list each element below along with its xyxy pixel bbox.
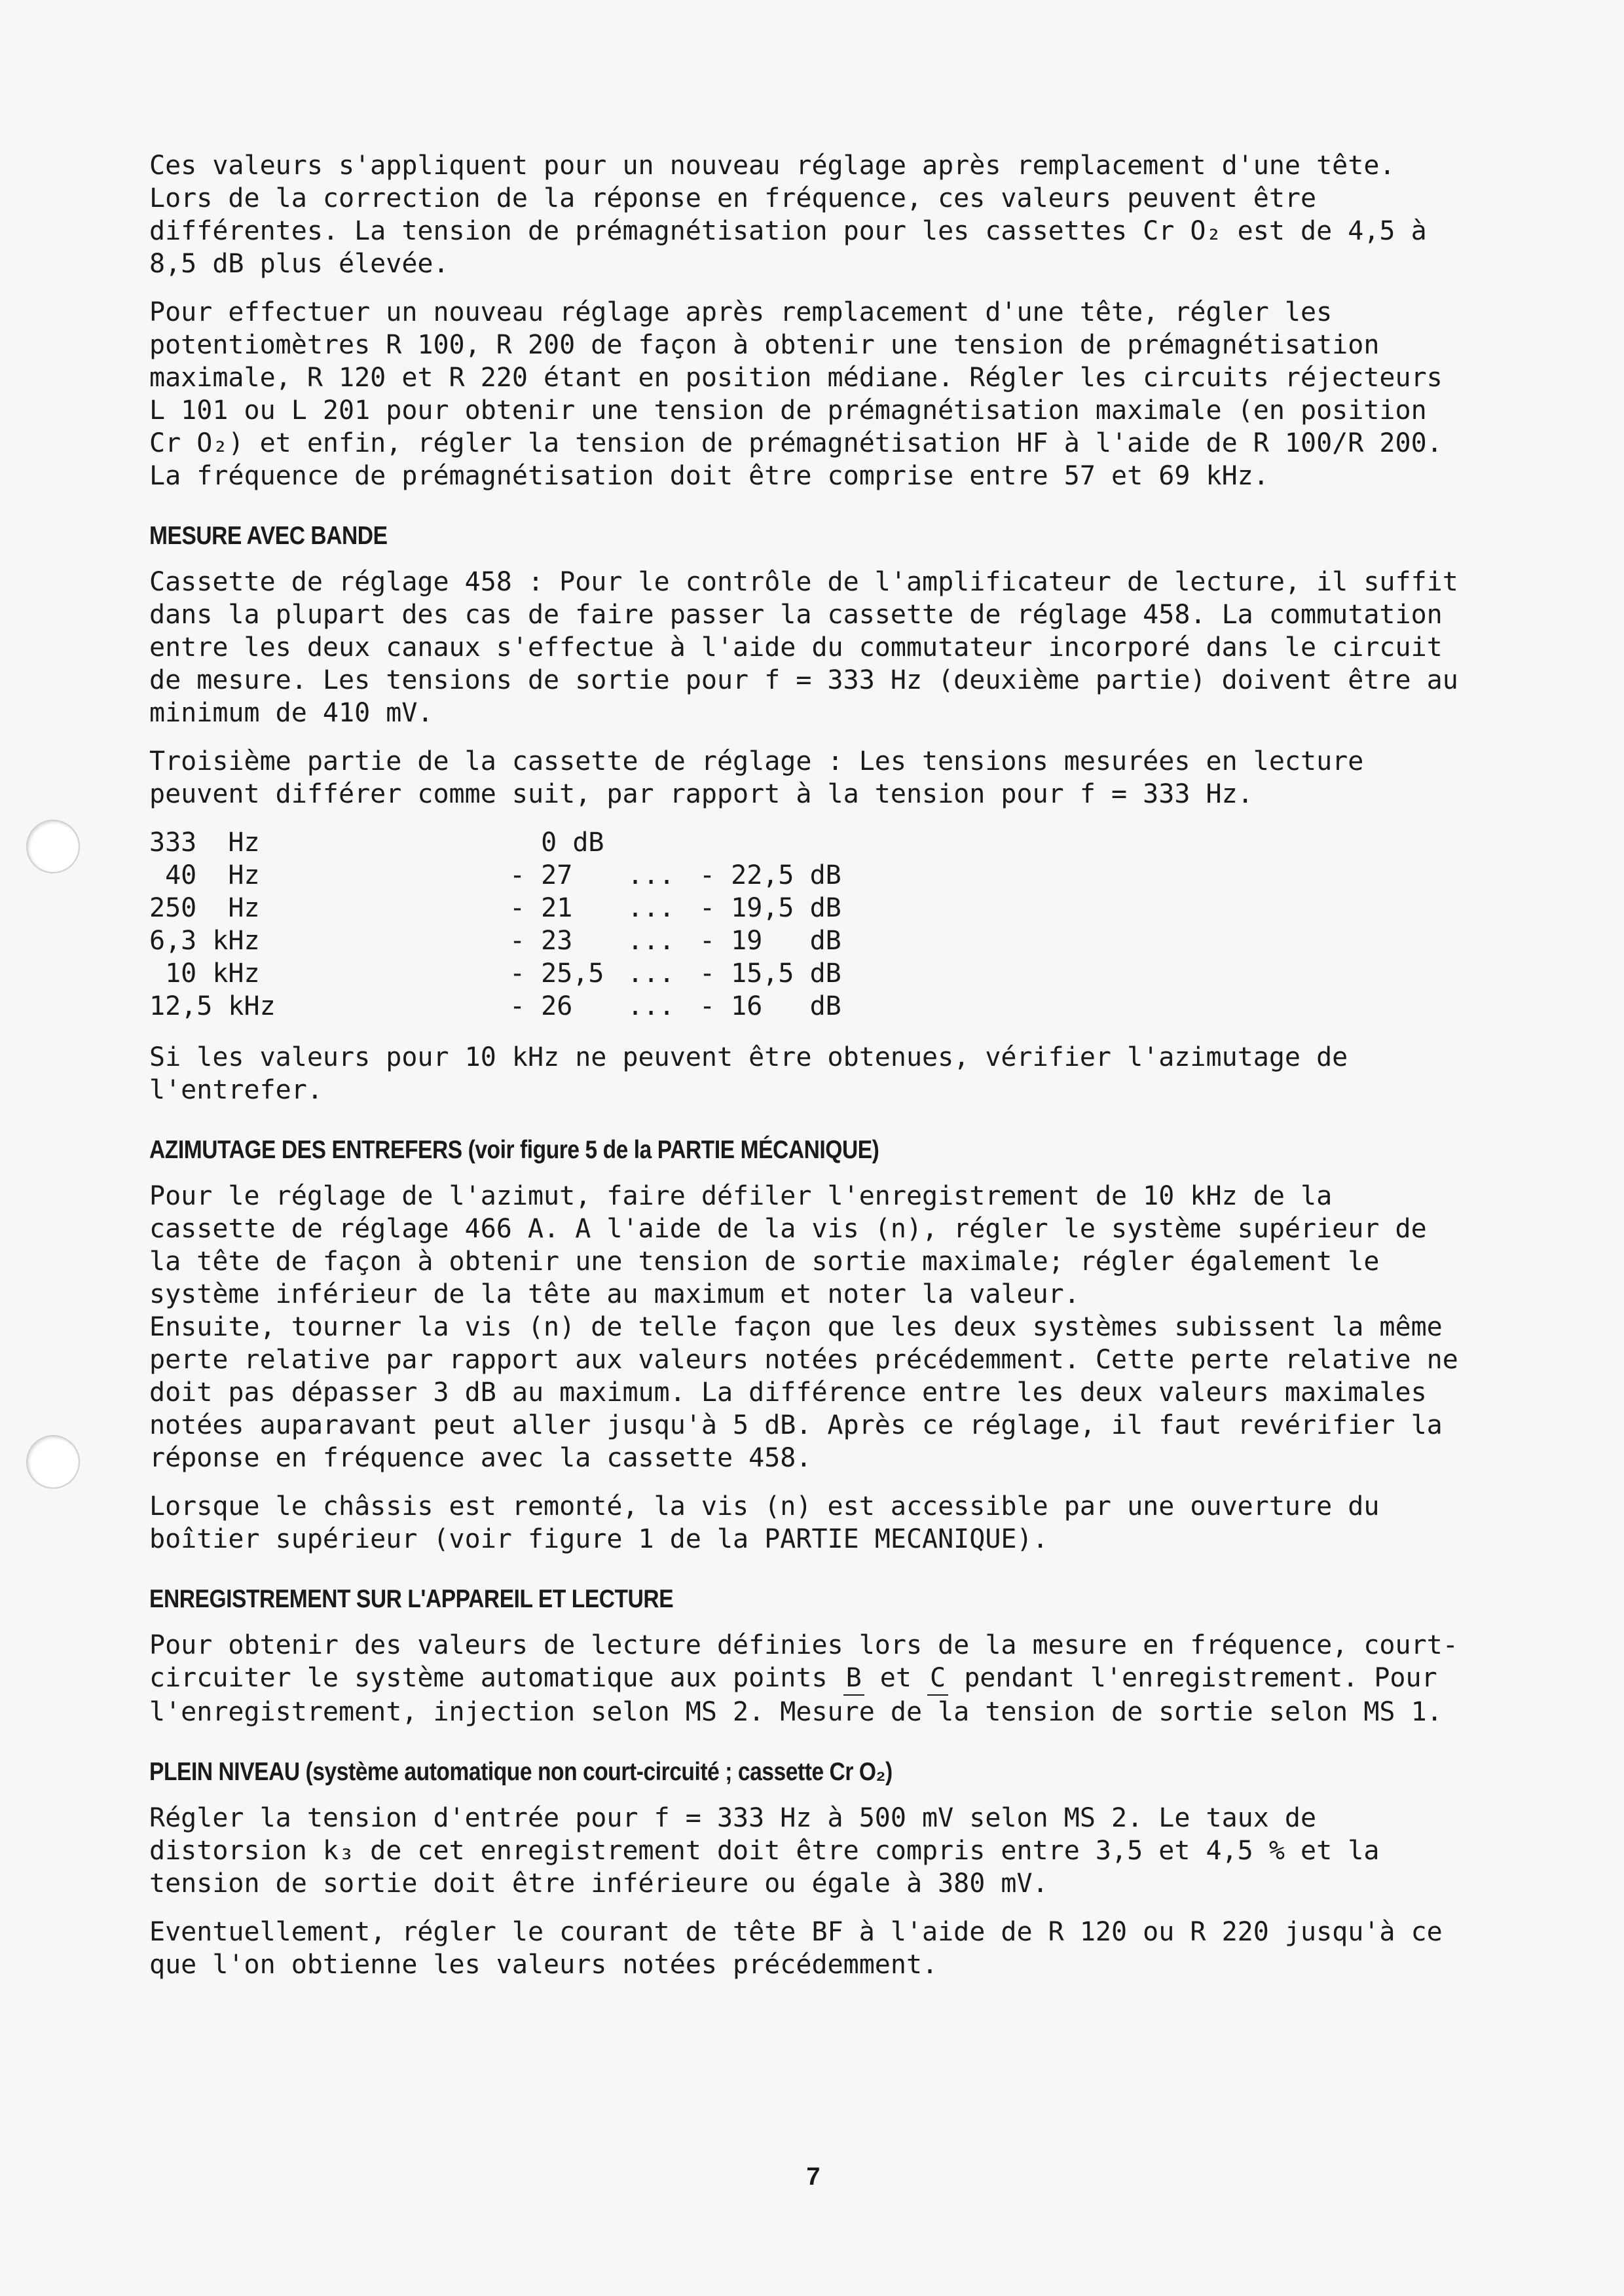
frequency-cell-sep: ... (627, 926, 675, 956)
paragraph-ensuite: Ensuite, tourner la vis (n) de telle façon que les deux systèmes subissent la même perte relative par rapport aux valeurs notées précédemment. Cette perte relative ne doit pas dépasser 3 dB au maximum. La différence entre les deux valeurs maximales notées auparavant peut aller jusqu'à 5 dB. Après ce réglage, il faut revérifier la réponse en fréquence avec la cassette 458. (149, 1312, 1474, 1473)
paragraph-cassette-458: Cassette de réglage 458 : Pour le contrôle de l'amplificateur de lecture, il suffit dans la plupart des cas de faire passer la cassette de réglage 458. La commutation entre les deux canaux s'effectue à l'aide du commutateur incorporé dans le circuit de mesure. Les tensions de sortie pour f = 333 Hz (deuxième partie) doivent être au minimum de 410 mV. (149, 567, 1474, 728)
frequency-cell-sep: ... (627, 991, 675, 1021)
paragraph-reglage: Pour effectuer un nouveau réglage après remplacement d'une tête, régler les potentiomètres R 100, R 200 de façon à obtenir une tension de prémagnétisation maximale, R 120 et R 220 étant en position médiane. Régler les circuits réjecteurs L 101 ou L 201 pour obtenir une tension de prémagnétisation maximale (en position Cr O₂) et enfin, régler la tension de prémagnétisation HF à l'aide de R 100/R 200. La fréquence de prémagnétisation doit être comprise entre 57 et 69 kHz. (149, 297, 1458, 491)
frequency-row (149, 892, 850, 924)
frequency-cell-freq: 12,5 kHz (149, 991, 276, 1021)
paragraph-eventuellement: Eventuellement, régler le courant de tête BF à l'aide de R 120 ou R 220 jusqu'à ce que l'on obtienne les valeurs notées précédemment. (149, 1917, 1458, 1980)
paragraph-troisieme-partie: Troisième partie de la cassette de réglage : Les tensions mesurées en lecture peuvent différer comme suit, par rapport à la tension pour f = 333 Hz. (149, 746, 1380, 809)
heading-mesure-avec-bande: MESURE AVEC BANDE (149, 522, 388, 550)
frequency-cell-from: - 27 (509, 860, 573, 890)
frequency-row (149, 826, 850, 859)
paragraph-10khz: Si les valeurs pour 10 kHz ne peuvent être obtenues, vérifier l'azimutage de l'entrefer. (149, 1042, 1364, 1105)
punch-hole-top (26, 820, 80, 873)
frequency-cell-to: - 22,5 dB (699, 860, 841, 890)
heading-azimutage: AZIMUTAGE DES ENTREFERS (voir figure 5 de la PARTIE MÉCANIQUE) (149, 1136, 879, 1164)
frequency-cell-freq: 10 kHz (149, 958, 260, 989)
frequency-cell-freq: 333 Hz (149, 828, 260, 858)
point-b-marker: B (843, 1662, 864, 1696)
frequency-cell-from: - 25,5 (509, 958, 604, 989)
frequency-cell-to: - 19 dB (699, 926, 841, 956)
frequency-cell-to (699, 826, 850, 859)
frequency-cell-sep: ... (627, 958, 675, 989)
frequency-cell-freq: 40 Hz (149, 860, 260, 890)
paragraph-intro: Ces valeurs s'appliquent pour un nouveau réglage après remplacement d'une tête. Lors de la correction de la réponse en fréquence, ces valeurs peuvent être différentes. La tension de prémagnétisation pour les cassettes Cr O₂ est de 4,5 à 8,5 dB plus élevée. (149, 151, 1443, 279)
frequency-cell-sep: ... (627, 860, 675, 890)
frequency-row (149, 859, 850, 892)
paragraph-chassis: Lorsque le châssis est remonté, la vis (n) est accessible par une ouverture du boîtier supérieur (voir figure 1 de la PARTIE MECANIQUE). (149, 1491, 1395, 1554)
frequency-row (149, 957, 850, 990)
paragraph-azimut: Pour le réglage de l'azimut, faire défiler l'enregistrement de 10 kHz de la cassette de réglage 466 A. A l'aide de la vis (n), régler le système supérieur de la tête de façon à obtenir une tension de sortie maximale; régler également le système inférieur de la tête au maximum et noter la valeur. (149, 1181, 1443, 1309)
frequency-row (149, 924, 850, 957)
page-number: 7 (806, 2163, 821, 2191)
heading-plein-niveau: PLEIN NIVEAU (système automatique non court-circuité ; cassette Cr O₂) (149, 1758, 893, 1786)
punch-hole-bottom (26, 1435, 80, 1489)
heading-enregistrement: ENREGISTREMENT SUR L'APPAREIL ET LECTURE (149, 1585, 674, 1613)
frequency-cell-from: 0 dB (509, 828, 604, 858)
frequency-cell-freq: 6,3 kHz (149, 926, 260, 956)
frequency-row (149, 990, 850, 1023)
frequency-cell-from: - 23 (509, 926, 573, 956)
paragraph-plein-niveau: Régler la tension d'entrée pour f = 333 Hz à 500 mV selon MS 2. Le taux de distorsion k₃ de cet enregistrement doit être compris entre 3,5 et 4,5 % et la tension de sortie doit être inférieure ou égale à 380 mV. (149, 1803, 1395, 1899)
frequency-cell-freq: 250 Hz (149, 893, 260, 923)
frequency-table (149, 826, 850, 1023)
frequency-cell-to: - 19,5 dB (699, 893, 841, 923)
frequency-cell-from: - 21 (509, 893, 573, 923)
frequency-cell-from: - 26 (509, 991, 573, 1021)
text-segment: et (864, 1663, 928, 1693)
paragraph-enregistrement (149, 1629, 1466, 1728)
point-c-marker: C (927, 1662, 948, 1696)
frequency-cell-sep: ... (627, 893, 675, 923)
frequency-cell-sep (627, 826, 699, 859)
text-segment: Pour obtenir des valeurs de lecture définies lors de la mesure en fréquence, court-circuiter le système automatique aux points (149, 1630, 1458, 1693)
text-segment: pendant l'enregistrement. Pour l'enregistrement, injection selon MS 2. Mesure de la tension de sortie selon MS 1. (149, 1663, 1453, 1727)
frequency-cell-to: - 15,5 dB (699, 958, 841, 989)
frequency-cell-to: - 16 dB (699, 991, 841, 1021)
document-body (149, 149, 1474, 1997)
